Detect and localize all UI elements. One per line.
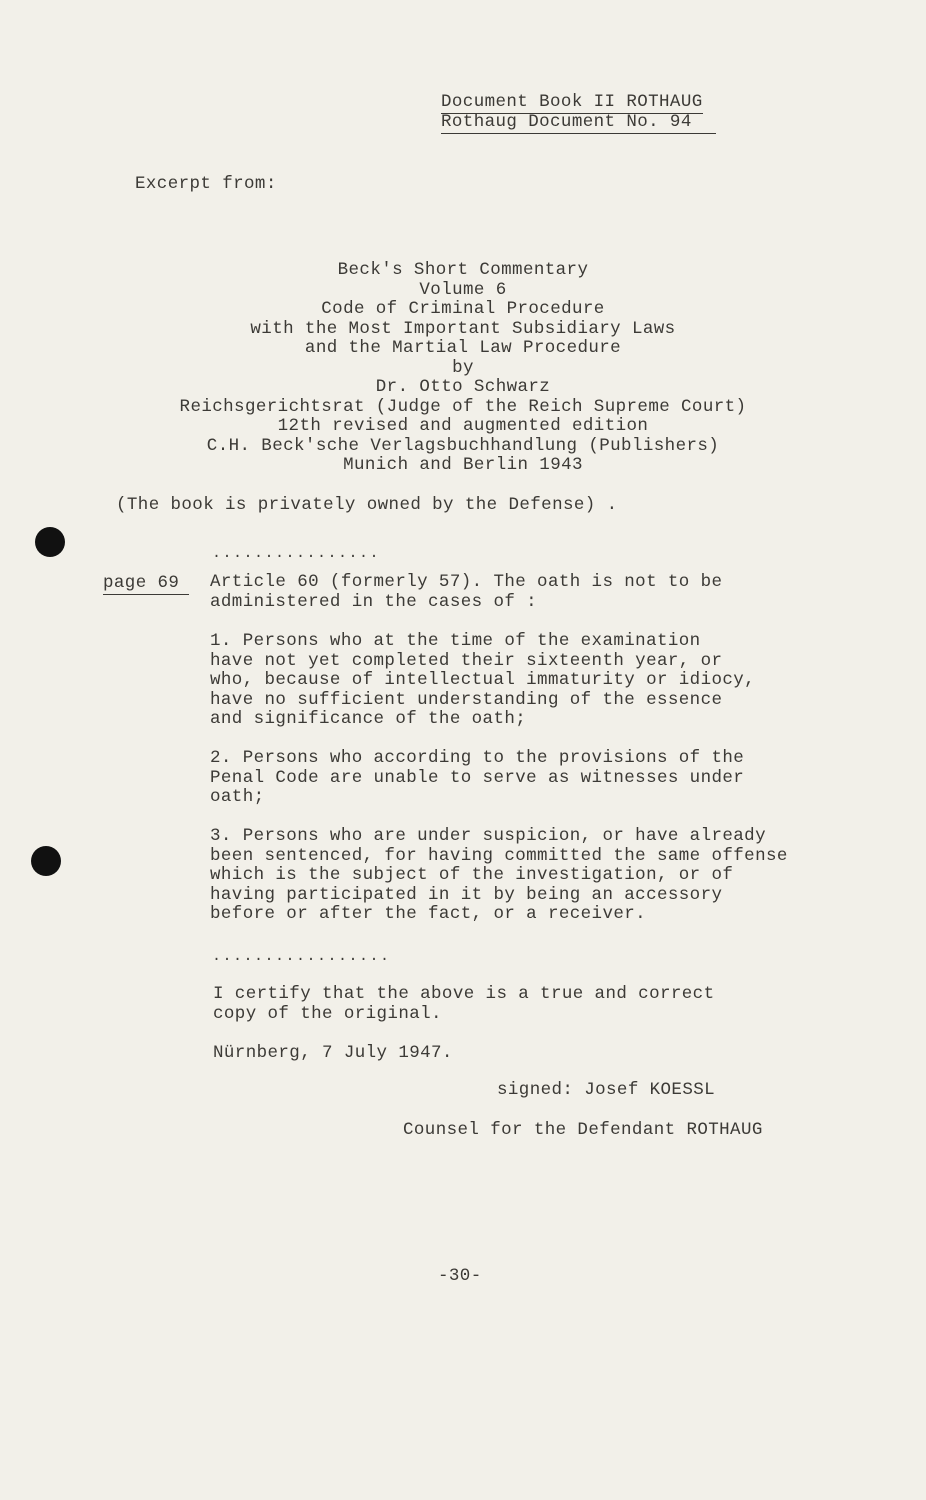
article-intro: Article 60 (formerly 57). The oath is not to be administered in the cases of : <box>210 572 723 612</box>
book-title: Beck's Short Commentary <box>337 260 589 280</box>
place-date: Nürnberg, 7 July 1947. <box>213 1043 453 1063</box>
article-item-1: 1. Persons who at the time of the examination have not yet completed their sixteenth year, or who, because of intellectual immaturity or idiocy, have no sufficient understanding of the essence and significance of the oath; <box>210 631 756 729</box>
page-number: -30- <box>438 1266 482 1286</box>
header-document-number: Rothaug Document No. 94 <box>441 113 716 134</box>
book-subtitle-1: with the Most Important Subsidiary Laws <box>250 318 676 339</box>
book-subject: Code of Criminal Procedure <box>321 299 605 319</box>
article-item-2: 2. Persons who according to the provisions of the Penal Code are unable to serve as witnesses under oath; <box>210 748 745 807</box>
ownership-note: (The book is privately owned by the Defense) . <box>116 495 618 515</box>
punch-hole-bottom <box>31 846 61 876</box>
signer-role: Counsel for the Defendant ROTHAUG <box>403 1120 763 1140</box>
header-document-book: Document Book II ROTHAUG <box>441 92 703 112</box>
book-author-title: Reichsgerichtsrat (Judge of the Reich Supreme Court) <box>179 396 747 417</box>
certification-statement: I certify that the above is a true and correct copy of the original. <box>213 984 715 1024</box>
book-author: Dr. Otto Schwarz <box>375 377 551 397</box>
book-edition: 12th revised and augmented edition <box>277 416 649 436</box>
signature-line: signed: Josef KOESSL <box>497 1080 716 1100</box>
book-citation <box>0 261 926 476</box>
ellipsis-separator-top: ................ <box>212 545 381 562</box>
page-reference: page 69 <box>103 574 189 595</box>
book-volume: Volume 6 <box>419 279 507 300</box>
book-place-year: Munich and Berlin 1943 <box>343 455 583 475</box>
ellipsis-separator-bottom: ................. <box>212 948 391 965</box>
book-publisher: C.H. Beck'sche Verlagsbuchhandlung (Publishers) <box>206 435 720 456</box>
punch-hole-top <box>35 527 65 557</box>
excerpt-label: Excerpt from: <box>135 174 277 194</box>
book-subtitle-2: and the Martial Law Procedure <box>304 338 622 358</box>
book-by: by <box>452 357 474 378</box>
article-item-3: 3. Persons who are under suspicion, or have already been sentenced, for having committed the same offense which is the subject of the investigation, or of having participated in it by being an accessory before or after the fact, or a receiver. <box>210 826 788 924</box>
